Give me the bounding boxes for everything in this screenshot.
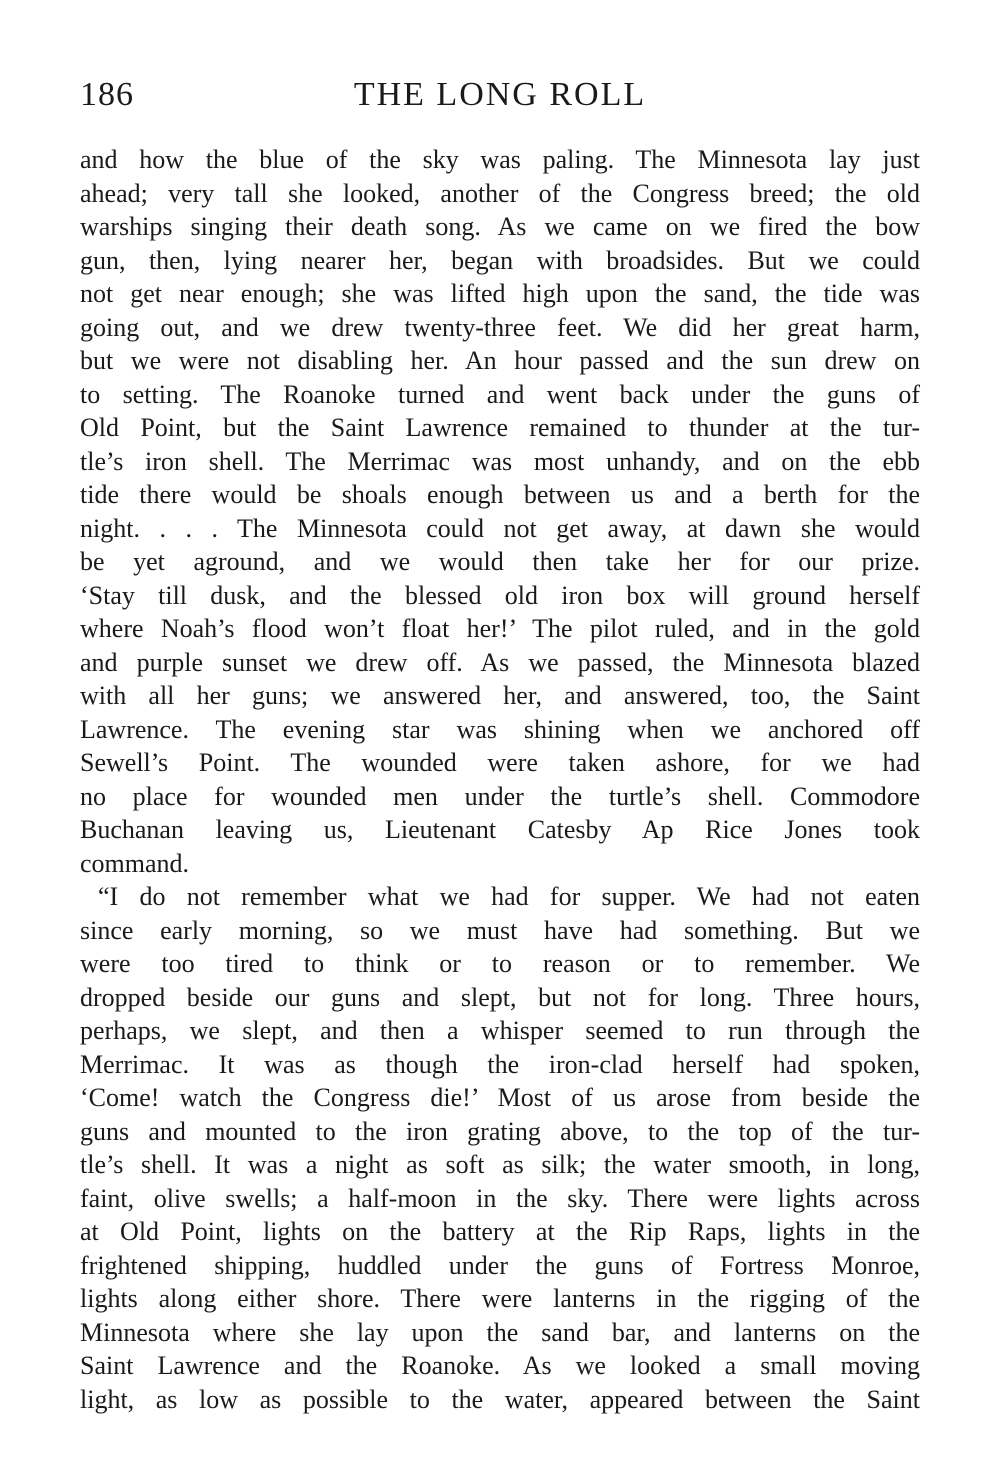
text-line: tle’s iron shell. The Merrimac was most unhandy, and on the ebb	[80, 446, 920, 476]
text-line: ‘Stay till dusk, and the blessed old iron box will ground herself	[80, 580, 920, 610]
text-line: no place for wounded men under the turtle’s shell. Commodore	[80, 781, 920, 811]
text-line: and how the blue of the sky was paling. The Minnesota lay just	[80, 145, 920, 174]
paragraph-start-line: “I do not remember what we had for supper. We had not eaten	[98, 882, 920, 911]
text-line: Lawrence. The evening star was shining when we anchored off	[80, 714, 920, 744]
text-line: gun, then, lying nearer her, began with broadsides. But we could	[80, 245, 920, 275]
text-line: guns and mounted to the iron grating above, to the top of the tur-	[80, 1116, 920, 1146]
text-line: dropped beside our guns and slept, but not for long. Three hours,	[80, 982, 920, 1012]
text-line: with all her guns; we answered her, and answered, too, the Saint	[80, 681, 920, 710]
text-line: but we were not disabling her. An hour passed and the sun drew on	[80, 346, 920, 375]
text-line: at Old Point, lights on the battery at the Rip Raps, lights in the	[80, 1217, 920, 1246]
page-number: 186	[80, 76, 134, 113]
text-line: Minnesota where she lay upon the sand bar, and lanterns on the	[80, 1317, 920, 1347]
text-line: ‘Come! watch the Congress die!’ Most of us arose from beside the	[80, 1083, 920, 1112]
body-text	[80, 143, 920, 1416]
text-line: were too tired to think or to reason or to remember. We	[80, 949, 920, 978]
text-line: where Noah’s flood won’t float her!’ The pilot ruled, and in the gold	[80, 614, 920, 643]
text-line: faint, olive swells; a half-moon in the sky. There were lights across	[80, 1183, 920, 1213]
text-line: not get near enough; she was lifted high upon the sand, the tide was	[80, 279, 920, 308]
text-line: frightened shipping, huddled under the guns of Fortress Monroe,	[80, 1250, 920, 1280]
text-line: light, as low as possible to the water, appeared between the Saint	[80, 1384, 920, 1414]
text-line: warships singing their death song. As we came on we fired the bow	[80, 212, 920, 241]
text-line: tide there would be shoals enough between us and a berth for the	[80, 480, 920, 509]
paragraph-end-line: command.	[80, 848, 190, 878]
text-line: lights along either shore. There were lanterns in the rigging of the	[80, 1284, 920, 1313]
text-line: Saint Lawrence and the Roanoke. As we looked a small moving	[80, 1351, 920, 1380]
book-title: THE LONG ROLL	[353, 76, 647, 113]
text-line: be yet aground, and we would then take her for our prize.	[80, 547, 920, 576]
text-line: going out, and we drew twenty-three feet. We did her great harm,	[80, 312, 920, 342]
text-line: Old Point, but the Saint Lawrence remained to thunder at the tur-	[80, 413, 920, 442]
text-line: night. . . . The Minnesota could not get away, at dawn she would	[80, 513, 920, 543]
text-line: tle’s shell. It was a night as soft as silk; the water smooth, in long,	[80, 1150, 920, 1179]
text-line: and purple sunset we drew off. As we passed, the Minnesota blazed	[80, 647, 920, 677]
text-line: perhaps, we slept, and then a whisper seemed to run through the	[80, 1016, 920, 1045]
text-line: Merrimac. It was as though the iron-clad herself had spoken,	[80, 1049, 920, 1079]
text-line: Buchanan leaving us, Lieutenant Catesby Ap Rice Jones took	[80, 815, 920, 844]
text-line: ahead; very tall she looked, another of the Congress breed; the old	[80, 178, 920, 208]
text-line: Sewell’s Point. The wounded were taken ashore, for we had	[80, 748, 920, 777]
text-line: to setting. The Roanoke turned and went back under the guns of	[80, 379, 920, 409]
running-head	[80, 70, 920, 120]
text-line: since early morning, so we must have had something. But we	[80, 915, 920, 945]
